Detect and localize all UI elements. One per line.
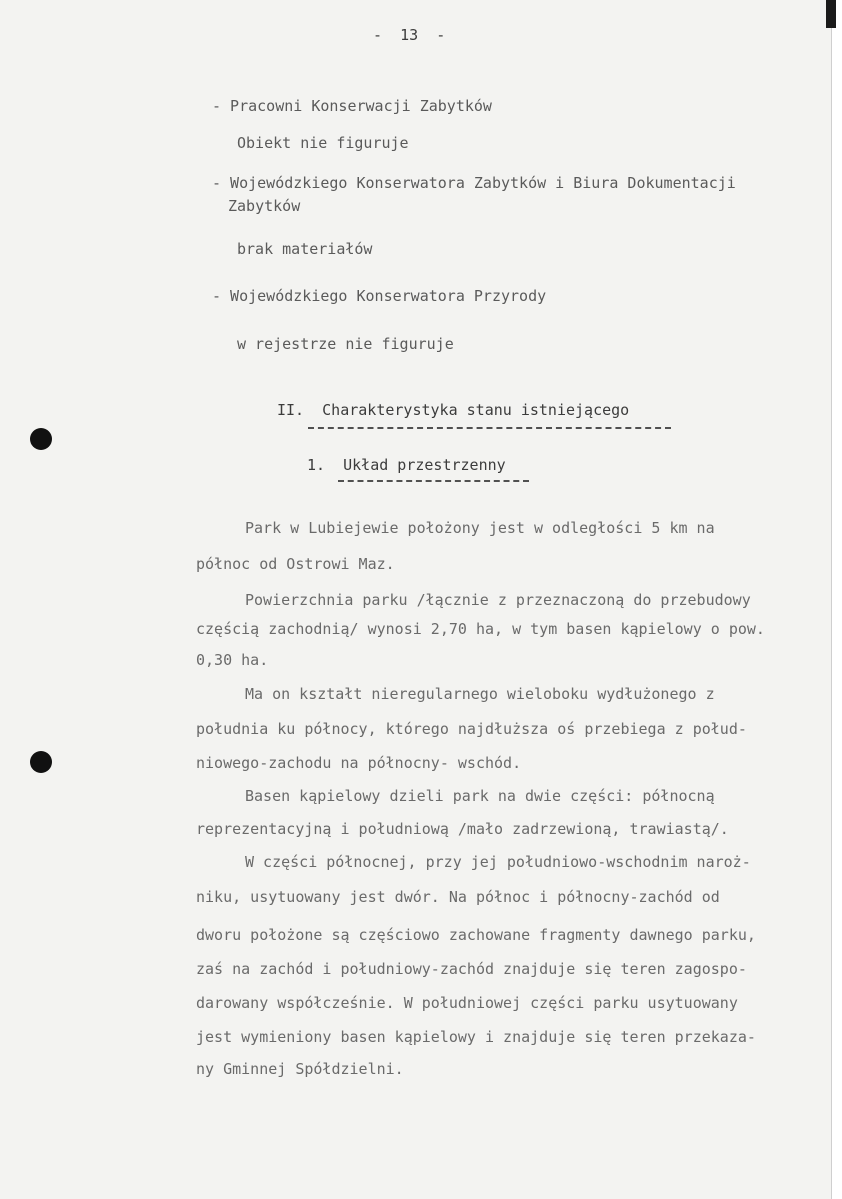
list-item-note: w rejestrze nie figuruje [237,335,454,353]
list-item-label: - Wojewódzkiego Konserwatora Zabytków i Biura Dokumentacji [212,174,736,192]
paragraph-line: Park w Lubiejewie położony jest w odległości 5 km na [245,519,715,537]
subsection-heading: 1. Układ przestrzenny [307,456,506,474]
page-edge [831,0,842,1199]
section-heading: II. Charakterystyka stanu istniejącego [277,401,630,419]
paragraph-line: 0,30 ha. [196,651,269,669]
paragraph-line: południa ku północy, którego najdłuższa oś przebiega z połud- [196,720,747,738]
paragraph-line: niowego-zachodu na północny- wschód. [196,754,522,772]
paragraph-line: jest wymieniony basen kąpielowy i znajduje się teren przekaza- [196,1028,756,1046]
paragraph-line: dworu położone są częściowo zachowane fragmenty dawnego parku, [196,926,756,944]
page-number: - 13 - [373,26,446,44]
paragraph-line: północ od Ostrowi Maz. [196,555,395,573]
paragraph-line: reprezentacyjną i południową /mało zadrzewioną, trawiastą/. [196,820,729,838]
paragraph-line: ny Gminnej Spółdzielni. [196,1060,404,1078]
paragraph-line: Ma on kształt nieregularnego wieloboku wydłużonego z [245,685,715,703]
paragraph-line: zaś na zachód i południowy-zachód znajduje się teren zagospo- [196,960,747,978]
paragraph-line: Powierzchnia parku /łącznie z przeznaczoną do przebudowy [245,591,751,609]
list-item-label: - Pracowni Konserwacji Zabytków [212,97,492,115]
paragraph-line: niku, usytuowany jest dwór. Na północ i północny-zachód od [196,888,720,906]
page-corner-mark [826,0,836,28]
subsection-heading-underline [338,480,529,482]
list-item-label-continuation: Zabytków [228,197,301,215]
paragraph-line: Basen kąpielowy dzieli park na dwie części: północną [245,787,715,805]
section-heading-underline [308,427,671,429]
paragraph-line: darowany współcześnie. W południowej części parku usytuowany [196,994,738,1012]
paragraph-line: W części północnej, przy jej południowo-wschodnim naroż- [245,853,751,871]
binder-hole-upper [30,428,52,450]
list-item-label: - Wojewódzkiego Konserwatora Przyrody [212,287,547,305]
paragraph-line: częścią zachodnią/ wynosi 2,70 ha, w tym basen kąpielowy o pow. [196,620,765,638]
list-item-note: Obiekt nie figuruje [237,134,409,152]
list-item-note: brak materiałów [237,240,373,258]
binder-hole-lower [30,751,52,773]
